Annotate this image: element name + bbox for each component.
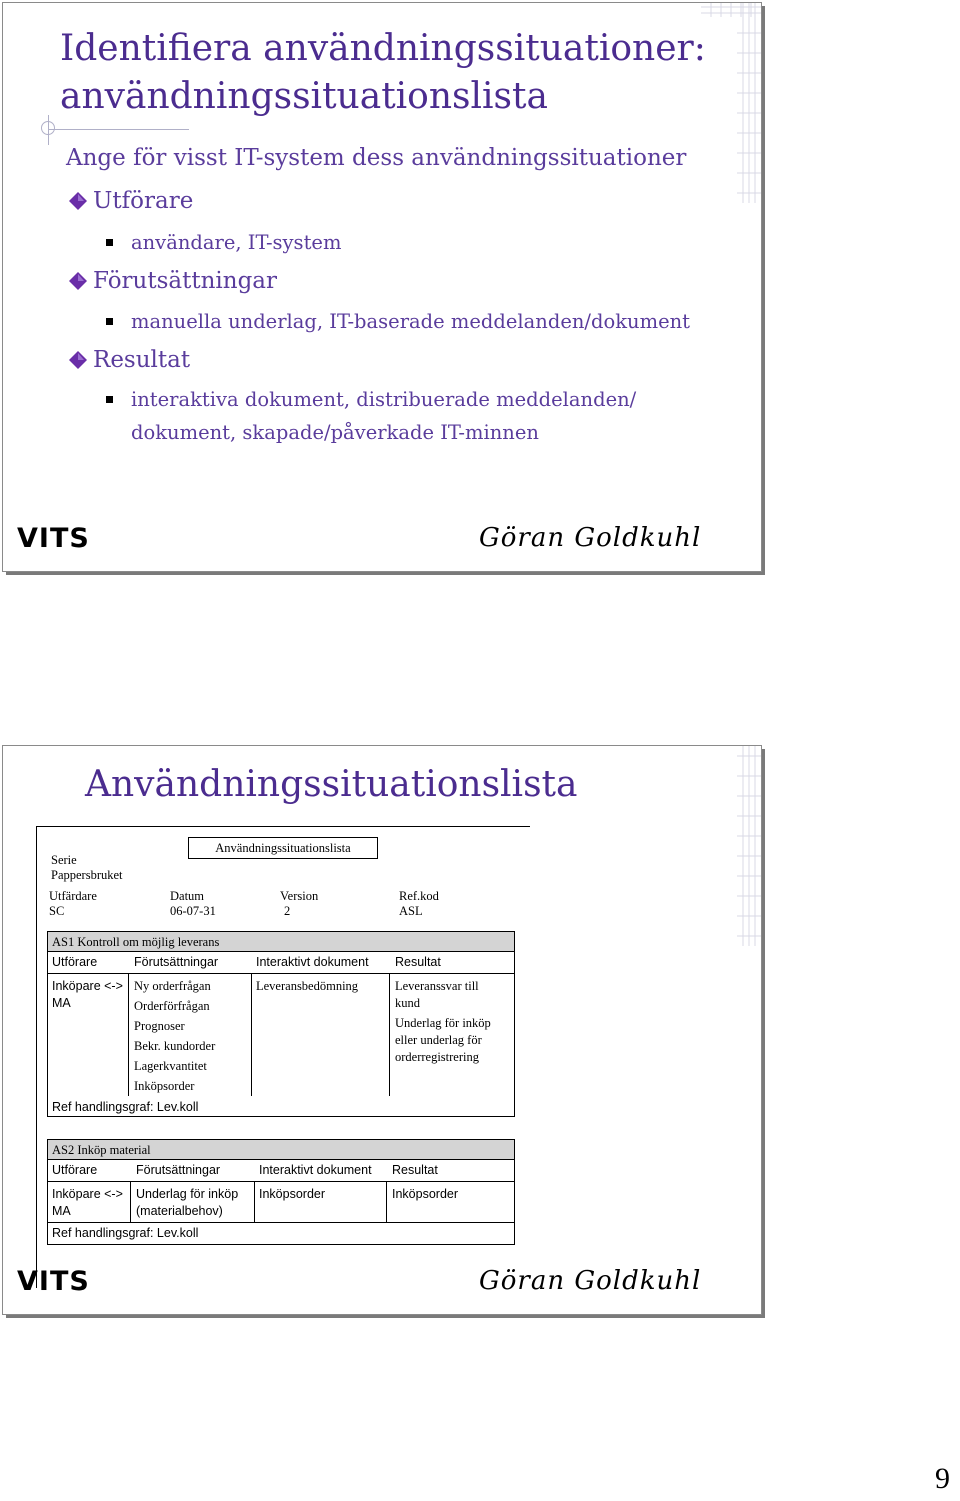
as1-utforare-line: Inköpare <-> — [52, 979, 123, 993]
utfardare-label: Utfärdare — [49, 889, 97, 903]
intro-text: Ange för visst IT-system dess användningssituationer — [66, 145, 687, 171]
as2-utforare-line: MA — [52, 1204, 71, 1218]
diamond-bullet-icon — [69, 272, 87, 290]
diamond-bullet-icon — [69, 351, 87, 369]
column-divider — [251, 974, 252, 1096]
as1-ref: Ref handlingsgraf: Lev.koll — [52, 1100, 199, 1114]
as1-heading: AS1 Kontroll om möjlig leverans — [48, 932, 514, 952]
as1-forutsattning-item: Bekr. kundorder — [134, 1039, 216, 1053]
slide-title — [60, 25, 720, 121]
serie-label: Serie — [51, 853, 77, 867]
slide-shadow — [6, 1315, 765, 1318]
as2-resultat: Inköpsorder — [392, 1187, 459, 1201]
as1-forutsattning-item: Orderförfrågan — [134, 999, 210, 1013]
slide-2 — [2, 745, 762, 1315]
sub-bullet-text: manuella underlag, IT-baserade meddelanden/dokument — [131, 310, 691, 333]
form-title-box: Användningssituationslista — [188, 837, 378, 859]
grid-decoration — [701, 3, 761, 17]
version-label: Version — [280, 889, 319, 903]
as2-heading: AS2 Inköp material — [48, 1140, 514, 1160]
as1-forutsattning-item: Lagerkvantitet — [134, 1059, 207, 1073]
column-divider — [254, 1182, 255, 1222]
slide-shadow — [762, 749, 765, 1317]
author-logo: Göran Goldkuhl — [479, 1266, 702, 1296]
bullet-utforare — [69, 188, 193, 214]
square-bullet-icon — [106, 318, 113, 325]
as1-utforare-line: MA — [52, 996, 71, 1010]
as1-forutsattning-item: Inköpsorder — [134, 1079, 195, 1093]
column-divider — [128, 974, 129, 1096]
grid-decoration — [737, 746, 761, 1315]
bullet-heading: Resultat — [93, 347, 191, 373]
col-resultat: Resultat — [395, 955, 441, 969]
column-divider — [130, 1182, 131, 1222]
as2-forutsattning-line: Underlag för inköp — [136, 1187, 239, 1201]
slide-title-line-1: Identifiera användningssituationer: — [60, 28, 706, 69]
title-rule — [49, 129, 189, 130]
sub-bullet — [106, 388, 636, 411]
slide-title: Användningssituationslista — [85, 764, 578, 805]
slide-title-line-2: användningssituationslista — [60, 76, 548, 117]
as2-column-headers — [48, 1160, 514, 1182]
col-interaktivt: Interaktivt dokument — [256, 955, 369, 969]
vits-logo: VITS — [17, 523, 90, 554]
col-forutsattningar: Förutsättningar — [136, 1163, 221, 1177]
col-interaktivt: Interaktivt dokument — [259, 1163, 372, 1177]
refkod-label: Ref.kod — [399, 889, 439, 903]
square-bullet-icon — [106, 396, 113, 403]
slide-shadow — [762, 6, 765, 574]
as1-resultat-line: Leveranssvar till — [395, 979, 479, 993]
square-bullet-icon — [106, 239, 113, 246]
sub-bullet — [106, 231, 341, 254]
col-forutsattningar: Förutsättningar — [134, 955, 219, 969]
as2-interaktivt-dokument: Inköpsorder — [259, 1187, 326, 1201]
as2-ref: Ref handlingsgraf: Lev.koll — [52, 1226, 199, 1240]
as1-resultat-line: kund — [395, 996, 420, 1010]
as1-forutsattning-item: Prognoser — [134, 1019, 185, 1033]
sub-bullet-text: interaktiva dokument, distribuerade meddelanden/ — [131, 388, 637, 411]
as2-table — [47, 1139, 515, 1245]
as1-forutsattning-item: Ny orderfrågan — [134, 979, 211, 993]
col-utforare: Utförare — [52, 955, 98, 969]
bullet-heading: Utförare — [93, 188, 194, 214]
sub-bullet-continuation: dokument, skapade/påverkade IT-minnen — [131, 421, 539, 444]
version-value: 2 — [284, 904, 291, 918]
as1-column-headers — [48, 952, 514, 974]
sub-bullet-text: användare, IT-system — [131, 231, 342, 254]
page-number: 9 — [935, 1462, 950, 1495]
bullet-resultat — [69, 347, 190, 373]
col-utforare: Utförare — [52, 1163, 98, 1177]
author-logo: Göran Goldkuhl — [479, 523, 702, 553]
as1-resultat-line: eller underlag för — [395, 1033, 482, 1047]
column-divider — [386, 1182, 387, 1222]
datum-value: 06-07-31 — [170, 904, 216, 918]
serie-value: Pappersbruket — [51, 868, 123, 882]
utfardare-value: SC — [49, 904, 65, 918]
as1-resultat-line: orderregistrering — [395, 1050, 479, 1064]
col-resultat: Resultat — [392, 1163, 438, 1177]
as1-interaktivt-dokument: Leveransbedömning — [256, 979, 359, 993]
slide-1 — [2, 2, 762, 572]
column-divider — [389, 974, 390, 1096]
as2-forutsattning-line: (materialbehov) — [136, 1204, 223, 1218]
sub-bullet — [106, 310, 690, 333]
title-ornament — [41, 121, 55, 135]
grid-decoration — [737, 3, 761, 572]
as2-utforare-line: Inköpare <-> — [52, 1187, 123, 1201]
bullet-heading: Förutsättningar — [93, 268, 278, 294]
bullet-forutsattningar — [69, 268, 277, 294]
datum-label: Datum — [170, 889, 205, 903]
form-document — [36, 826, 530, 1288]
vits-logo: VITS — [17, 1266, 90, 1297]
refkod-value: ASL — [399, 904, 423, 918]
as1-table — [47, 931, 515, 1117]
as1-resultat-line: Underlag för inköp — [395, 1016, 491, 1030]
slide-shadow — [6, 572, 765, 575]
diamond-bullet-icon — [69, 192, 87, 210]
